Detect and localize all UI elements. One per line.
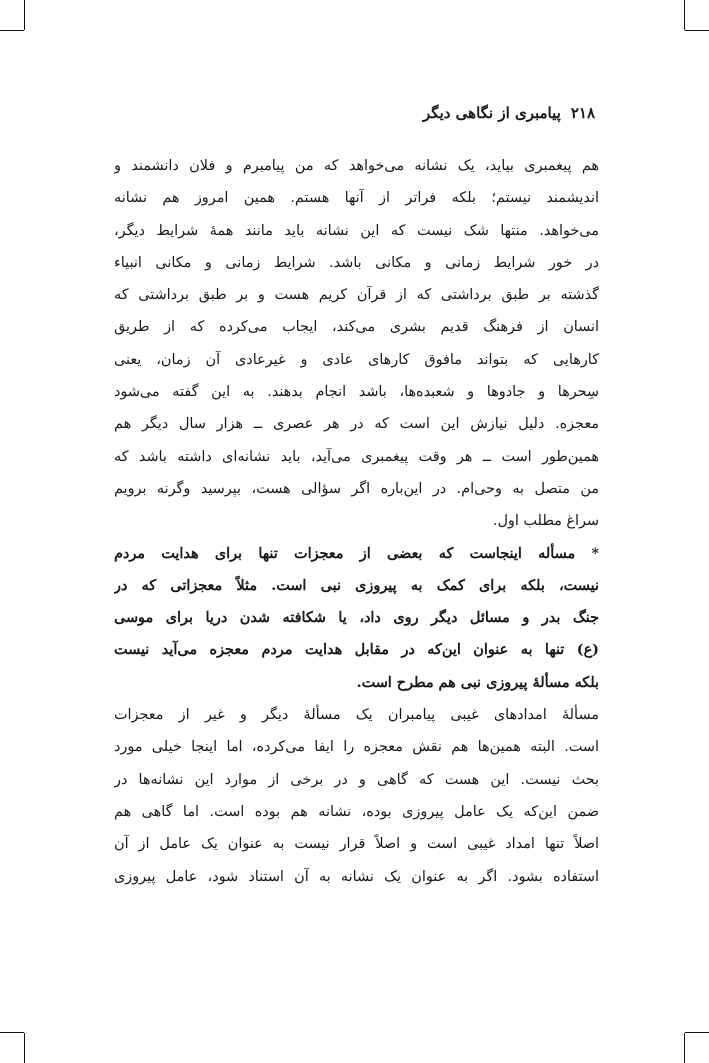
- text-line: بحث نیست. این هست که گاهی و در برخی از موارد این نشانه‌ها در: [114, 771, 599, 788]
- question-line: جنگ بدر و مسائل دیگر روی داد، یا شکافته شدن دریا برای موسی: [114, 609, 599, 627]
- running-header: [423, 104, 595, 122]
- crop-mark: [0, 30, 24, 31]
- text-line: استفاده بشود. اگر به عنوان یک نشانه به آن استناد شود، عامل پیروزی: [114, 868, 599, 885]
- text-line: ضمن این‌که یک عامل پیروزی بوده، نشانه هم بوده است. اما گاهی هم: [114, 803, 599, 820]
- text-line: سِحرها و جادوها و شعبده‌ها، باشد انجام بدهند. به این گفته می‌شود: [114, 384, 599, 401]
- text-line: است. البته همین‌ها هم نقش معجزه را ایفا می‌کرده، اما اینجا خیلی مورد: [114, 739, 599, 756]
- text-line: کارهایی که بتواند مافوق کارهای عادی و غیرعادی آن زمان، یعنی: [114, 351, 599, 368]
- crop-mark: [684, 1033, 685, 1063]
- crop-mark: [685, 30, 709, 31]
- text-line: هم پیغمبری بیاید، یک نشانه می‌خواهد که من پیامبرم و فلان دانشمند و: [114, 158, 599, 174]
- crop-mark: [684, 0, 685, 30]
- crop-mark: [24, 1033, 25, 1063]
- text-line: مسألهٔ امدادهای غیبی پیامبران یک مسألهٔ دیگر و غیر از معجزات: [114, 707, 599, 724]
- body-text: [114, 150, 599, 893]
- running-title: پیامبری از نگاهی دیگر: [423, 104, 561, 122]
- text-line: می‌خواهد. منتها شک نیست که این نشانه باید مانند همهٔ شرایط دیگر،: [114, 222, 599, 239]
- text-line: همین‌طور است ــ هر وقت پیغمبری می‌آید، باید نشانه‌ای داشته باشد که: [114, 448, 599, 465]
- crop-mark: [685, 1032, 709, 1033]
- crop-mark: [0, 1032, 24, 1033]
- text-line: گذشته بر طبق برداشتی که از قرآن کریم هست و بر طبق برداشتی که: [114, 287, 599, 304]
- text-line: در خور شرایط زمانی و مکانی باشد. شرایط زمانی و مکانی انبیاء: [114, 254, 599, 271]
- crop-mark: [24, 0, 25, 30]
- page-number: ۲۱۸: [570, 104, 595, 122]
- text-line: انسان از فرهنگ قدیم بشری می‌کند، ایجاب می‌کرده که از طریق: [114, 319, 599, 336]
- text-line: اصلاً تنها امداد غیبی است و اصلاً قرار نیست به عنوان یک عامل از آن: [114, 836, 599, 853]
- text-line: معجزه. دلیل نیازش این است که در هر عصری ــ هزار سال دیگر هم: [114, 416, 599, 433]
- question-line: نیست، بلکه برای کمک به پیروزی نبی است. مثلاً معجزاتی که در: [114, 576, 599, 594]
- question-line: * مسأله اینجاست که بعضی از معجزات تنها برای هدایت مردم: [114, 544, 599, 562]
- text-line: من متصل به وحی‌ام. در این‌باره اگر سؤالی هست، بپرسید وگرنه برویم: [114, 480, 599, 497]
- text-line: سراغ مطلب اول.: [492, 513, 599, 530]
- question-line: بلکه مسألهٔ پیروزی نبی هم مطرح است.: [356, 673, 599, 691]
- question-line: (ع) تنها به عنوان این‌که در مقابل هدایت مردم معجزه می‌آید نیست: [114, 641, 599, 659]
- text-line: اندیشمند نیستم؛ بلکه فراتر از آنها هستم. همین امروز هم نشانه: [114, 190, 599, 207]
